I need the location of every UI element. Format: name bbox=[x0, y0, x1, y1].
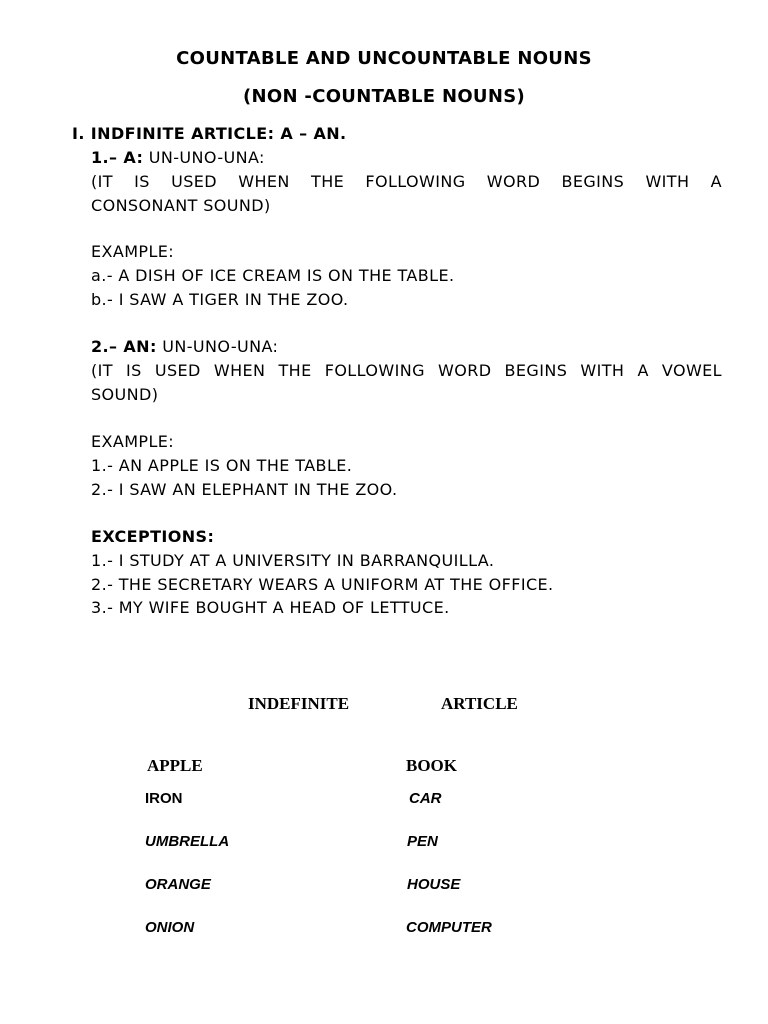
table-header-left: INDEFINITE bbox=[248, 694, 350, 713]
article-an-example: 2.- I SAW AN ELEPHANT IN THE ZOO. bbox=[91, 480, 398, 499]
article-a-rule-line2: CONSONANT SOUND) bbox=[91, 196, 271, 215]
column-head-left: APPLE bbox=[147, 756, 203, 775]
article-a-rule-line1: (IT IS USED WHEN THE FOLLOWING WORD BEGINS WITH A bbox=[91, 172, 722, 191]
article-an-heading bbox=[91, 337, 278, 357]
article-a-example: b.- I SAW A TIGER IN THE ZOO. bbox=[91, 290, 349, 309]
right-word: HOUSE bbox=[407, 876, 461, 893]
article-an-example-label: EXAMPLE: bbox=[91, 432, 175, 451]
page-title: COUNTABLE AND UNCOUNTABLE NOUNS bbox=[176, 48, 592, 69]
exception-item: 1.- I STUDY AT A UNIVERSITY IN BARRANQUILLA. bbox=[91, 551, 495, 570]
article-an-rule-line2: SOUND) bbox=[91, 385, 159, 404]
exception-item: 2.- THE SECRETARY WEARS A UNIFORM AT THE OFFICE. bbox=[91, 575, 554, 594]
right-word: COMPUTER bbox=[406, 919, 492, 936]
exception-item: 3.- MY WIFE BOUGHT A HEAD OF LETTUCE. bbox=[91, 598, 450, 617]
page-subtitle: (NON -COUNTABLE NOUNS) bbox=[243, 86, 525, 107]
article-an-label: 2.– AN: bbox=[91, 337, 157, 356]
column-head-right: BOOK bbox=[406, 756, 458, 775]
left-word: ORANGE bbox=[145, 876, 211, 893]
article-a-heading bbox=[91, 148, 265, 168]
right-word: CAR bbox=[409, 790, 442, 807]
article-a-example-label: EXAMPLE: bbox=[91, 242, 175, 261]
left-word: UMBRELLA bbox=[145, 833, 230, 850]
table-header-right: ARTICLE bbox=[441, 694, 518, 713]
right-word: PEN bbox=[407, 833, 438, 850]
article-an-meaning: UN-UNO-UNA: bbox=[162, 337, 279, 356]
section-heading: I. INDFINITE ARTICLE: A – AN. bbox=[72, 124, 347, 143]
left-word: IRON bbox=[145, 790, 183, 807]
article-a-meaning: UN-UNO-UNA: bbox=[148, 148, 265, 167]
article-an-rule-line1: (IT IS USED WHEN THE FOLLOWING WORD BEGINS WITH A VOWEL bbox=[91, 361, 722, 380]
article-a-example: a.- A DISH OF ICE CREAM IS ON THE TABLE. bbox=[91, 266, 455, 285]
article-an-example: 1.- AN APPLE IS ON THE TABLE. bbox=[91, 456, 353, 475]
exceptions-label: EXCEPTIONS: bbox=[91, 527, 215, 546]
left-word: ONION bbox=[145, 919, 195, 936]
article-a-label: 1.– A: bbox=[91, 148, 144, 167]
